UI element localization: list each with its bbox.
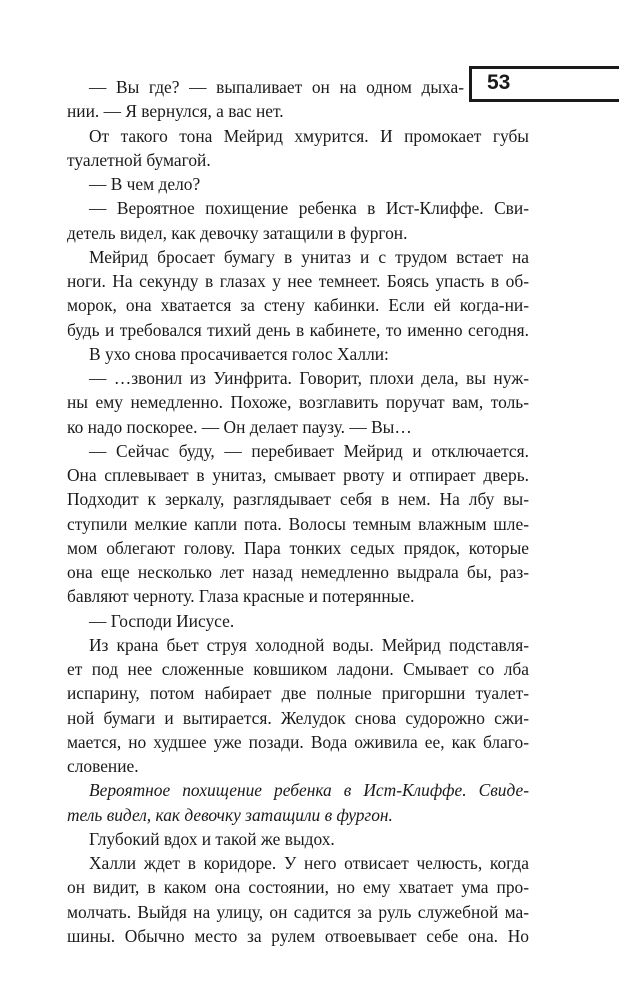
text-line: будь и требовался тихий день в кабинете, то именно сегодня. bbox=[67, 319, 529, 340]
text-line: Мейрид бросает бумагу в унитаз и с трудом встает на bbox=[89, 246, 529, 267]
text-line: Вероятное похищение ребенка в Ист-Клиффе. Свиде- bbox=[89, 780, 529, 801]
text-line: От такого тона Мейрид хмурится. И промокает губы bbox=[89, 125, 529, 146]
text-line: — Вероятное похищение ребенка в Ист-Клиффе. Сви- bbox=[89, 198, 529, 219]
text-line: ноги. На секунду в глазах у нее темнеет. Боясь упасть в об- bbox=[67, 271, 529, 291]
text-line: — Вы где? — выпаливает он на одном дыха- bbox=[89, 77, 464, 97]
text-line: бавляют черноту. Глаза красные и потерянные. bbox=[67, 586, 415, 607]
text-line: словение. bbox=[67, 756, 139, 776]
text-line: морок, она хватается за стену кабинки. Если ей когда-ни- bbox=[67, 295, 529, 316]
text-line: туалетной бумагой. bbox=[67, 149, 211, 170]
page-number: 53 bbox=[487, 71, 511, 94]
text-line: тель видел, как девочку затащили в фургон. bbox=[67, 804, 393, 825]
text-line: ной бумаги и вытирается. Желудок снова судорожно сжи- bbox=[67, 707, 529, 728]
text-line: — Сейчас буду, — перебивает Мейрид и отключается. bbox=[89, 440, 529, 461]
text-line: мается, но худшее уже позади. Вода оживила ее, как благо- bbox=[67, 731, 529, 752]
text-line: шины. Обычно место за рулем отвоевывает себе она. Но bbox=[67, 925, 529, 946]
text-line: ны ему немедленно. Похоже, возглавить поручат вам, толь- bbox=[67, 392, 529, 413]
text-line: — Господи Иисусе. bbox=[89, 610, 235, 631]
text-line: В ухо снова просачивается голос Халли: bbox=[89, 343, 389, 364]
text-line: — В чем дело? bbox=[89, 174, 201, 194]
text-line: Она сплевывает в унитаз, смывает рвоту и отпирает дверь. bbox=[67, 465, 529, 485]
text-line: ет под нее сложенные ковшиком ладони. Смывает со лба bbox=[67, 659, 529, 679]
text-line: Халли ждет в коридоре. У него отвисает челюсть, когда bbox=[89, 853, 529, 873]
text-line: он видит, в каком она состоянии, но ему хватает ума про- bbox=[67, 877, 529, 898]
text-line: Подходит к зеркалу, разглядывает себя в нем. На лбу вы- bbox=[67, 489, 529, 510]
text-line: она еще несколько лет назад немедленно выдрала бы, раз- bbox=[67, 562, 529, 582]
text-line: детель видел, как девочку затащили в фургон. bbox=[67, 222, 408, 243]
text-line: Из крана бьет струя холодной воды. Мейрид подставля- bbox=[89, 634, 529, 655]
text-line: испарину, потом набирает две полные пригоршни туалет- bbox=[67, 683, 529, 704]
text-line: мом облегают голову. Пара тонких седых прядок, которые bbox=[67, 537, 529, 558]
text-line: — …звонил из Уинфрита. Говорит, плохи дела, вы нуж- bbox=[89, 368, 529, 388]
text-line: молчать. Выйдя на улицу, он садится за руль служебной ма- bbox=[67, 901, 529, 922]
text-line: ко надо поскорее. — Он делает паузу. — Вы… bbox=[67, 416, 412, 437]
body-text bbox=[67, 75, 529, 948]
text-line: Глубокий вдох и такой же выдох. bbox=[89, 828, 335, 849]
text-line: нии. — Я вернулся, а вас нет. bbox=[67, 101, 284, 122]
text-line: ступили мелкие капли пота. Волосы темным влажным шле- bbox=[67, 513, 529, 534]
